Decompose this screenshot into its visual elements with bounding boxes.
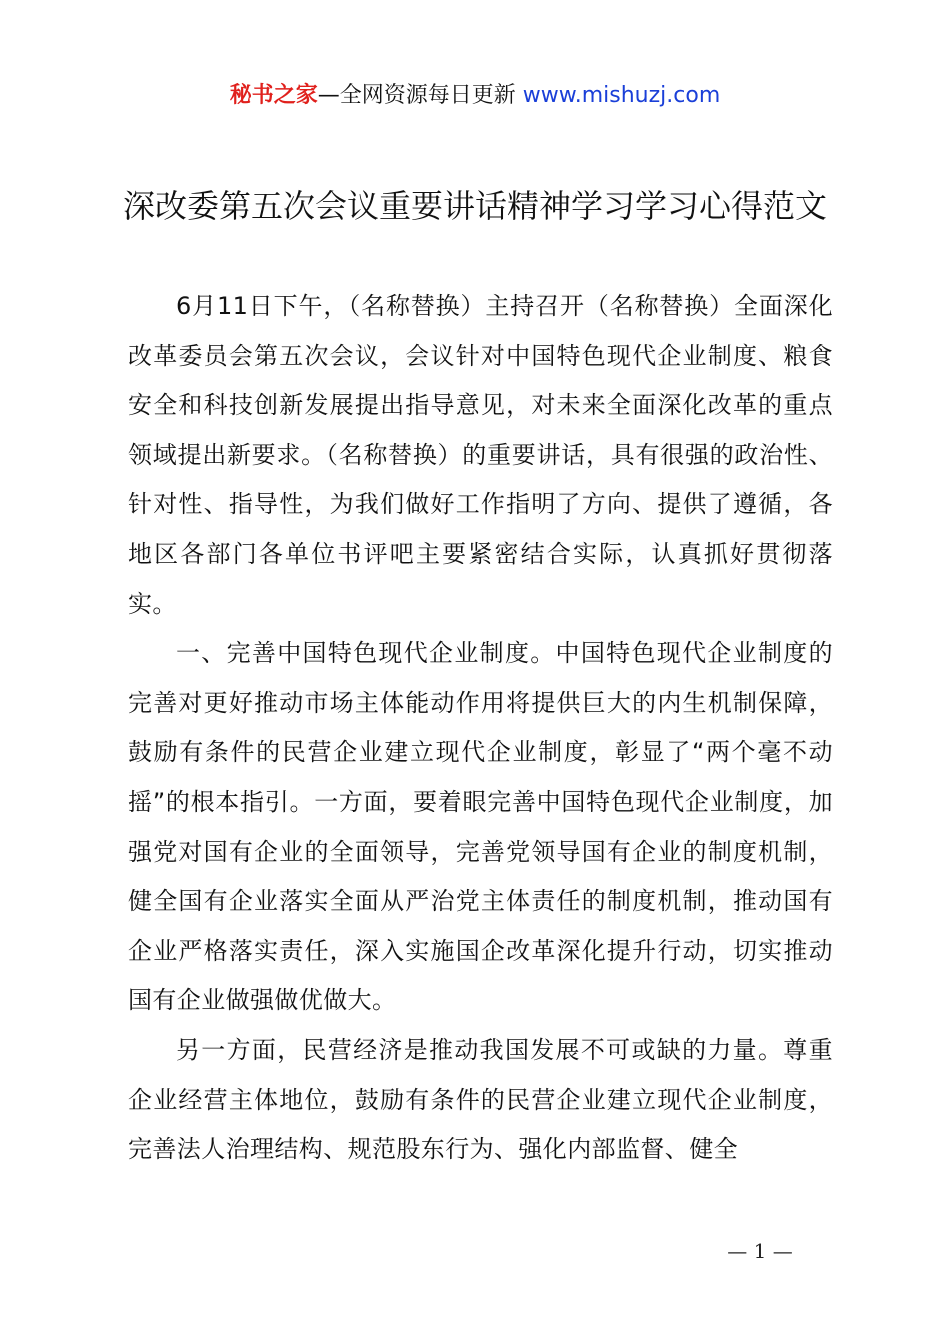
page-number: — 1 — (727, 1239, 793, 1263)
brand-name: 秘书之家 (229, 83, 318, 108)
document-body (128, 282, 833, 1175)
paragraph-intro: 6月11日下午，（名称替换）主持召开（名称替换）全面深化改革委员会第五次会议，会议针对中国特色现代企业制度、粮食安全和科技创新发展提出指导意见，对未来全面深化改革的重点领域提出新要求。（名称替换）的重要讲话，具有很强的政治性、针对性、指导性，为我们做好工作指明了方向、提供了遵循，各地区各部门各单位书评吧主要紧密结合实际，认真抓好贯彻落实。 (128, 292, 833, 618)
site-header-banner (0, 80, 950, 112)
document-title: 深改委第五次会议重要讲话精神学习学习心得范文 (122, 187, 827, 225)
website-link[interactable]: www.mishuzj.com (522, 83, 721, 108)
paragraph-private-economy: 另一方面，民营经济是推动我国发展不可或缺的力量。尊重企业经营主体地位，鼓励有条件的民营企业建立现代企业制度，完善法人治理结构、规范股东行为、强化内部监督、健全 (128, 1035, 833, 1164)
header-tagline: —全网资源每日更新 (317, 83, 523, 108)
paragraph-section-one: 一、完善中国特色现代企业制度。中国特色现代企业制度的完善对更好推动市场主体能动作用将提供巨大的内生机制保障，鼓励有条件的民营企业建立现代企业制度，彰显了“两个毫不动摇”的根本指引。一方面，要着眼完善中国特色现代企业制度，加强党对国有企业的全面领导，完善党领导国有企业的制度机制，健全国有企业落实全面从严治党主体责任的制度机制，推动国有企业严格落实责任，深入实施国企改革深化提升行动，切实推动国有企业做强做优做大。 (128, 639, 833, 1015)
